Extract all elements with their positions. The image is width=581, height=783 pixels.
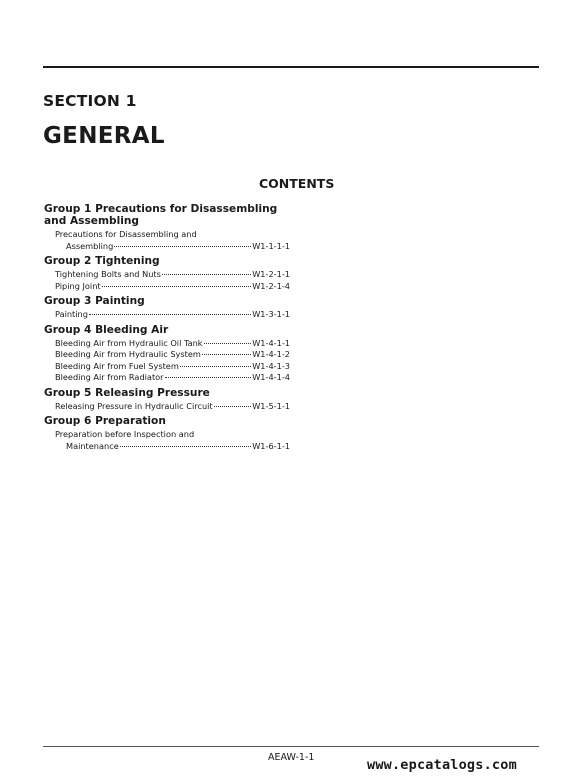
- contents-heading: CONTENTS: [259, 176, 335, 191]
- leader-dots: [165, 377, 252, 378]
- toc-page-ref: W1-4-1-3: [252, 360, 290, 371]
- toc-group: [44, 255, 290, 292]
- toc-page-ref: W1-2-1-4: [252, 280, 290, 291]
- toc-entry[interactable]: [44, 309, 290, 321]
- toc-entry-line: [55, 361, 290, 373]
- leader-dots: [120, 446, 251, 447]
- toc-group-title[interactable]: Group 5 Releasing Pressure: [44, 386, 210, 399]
- bottom-rule: [43, 746, 539, 747]
- toc-entry-text: Precautions for Disassembling and: [55, 229, 197, 239]
- toc-group: [44, 324, 290, 384]
- toc-group: [44, 387, 290, 413]
- toc-group-title[interactable]: Group 1 Precautions for Disassembling and Assembling: [44, 203, 278, 227]
- leader-dots: [89, 314, 251, 315]
- toc-entry[interactable]: [44, 269, 290, 281]
- toc-entry[interactable]: [44, 401, 290, 413]
- toc-entry[interactable]: [44, 361, 290, 373]
- toc-group-title[interactable]: Group 3 Painting: [44, 295, 145, 307]
- toc-entry[interactable]: [44, 229, 290, 252]
- toc-page-ref: W1-4-1-4: [252, 372, 290, 382]
- leader-dots: [102, 286, 252, 287]
- toc-entry-line: [55, 401, 290, 413]
- toc-entry-text: Bleeding Air from Radiator: [55, 372, 164, 382]
- section-label: SECTION 1: [43, 92, 137, 110]
- toc-entry[interactable]: [44, 429, 290, 452]
- toc-entry-text: Piping Joint: [55, 280, 101, 291]
- toc-page-ref: W1-3-1-1: [252, 309, 290, 319]
- toc-page-ref: W1-5-1-1: [252, 400, 290, 411]
- toc-entry-line: [55, 229, 290, 241]
- toc-entry-line: [55, 372, 290, 384]
- toc-entry[interactable]: [44, 281, 290, 293]
- top-rule: [43, 66, 539, 68]
- toc-group-title[interactable]: Group 6 Preparation: [44, 415, 166, 427]
- toc-group: [44, 295, 290, 321]
- toc-page-ref: W1-6-1-1: [252, 440, 290, 451]
- leader-dots: [202, 354, 251, 355]
- toc-entry[interactable]: [44, 349, 290, 361]
- toc-entry[interactable]: [44, 338, 290, 350]
- toc-entry-text: Maintenance: [66, 440, 119, 451]
- toc-page-ref: W1-4-1-1: [252, 337, 290, 348]
- page-code: AEAW-1-1: [268, 752, 315, 763]
- toc-entry-line: [55, 269, 290, 281]
- toc-entry-text: Tightening Bolts and Nuts: [55, 269, 161, 279]
- toc-group: [44, 203, 290, 252]
- toc-group-title[interactable]: Group 2 Tightening: [44, 255, 160, 267]
- toc-page-ref: W1-1-1-1: [252, 240, 290, 251]
- toc-entry-line: [55, 309, 290, 321]
- toc-entry-text: Bleeding Air from Hydraulic System: [55, 349, 201, 359]
- toc-entry-text: Assembling: [66, 240, 114, 251]
- table-of-contents: [44, 203, 290, 455]
- toc-entry-line: [55, 241, 290, 253]
- toc-entry-text: Bleeding Air from Fuel System: [55, 360, 179, 371]
- toc-entry-line: [55, 429, 290, 441]
- toc-page-ref: W1-2-1-1: [252, 269, 290, 279]
- toc-entry-text: Releasing Pressure in Hydraulic Circuit: [55, 400, 213, 411]
- toc-group: [44, 415, 290, 452]
- toc-entry-line: [55, 281, 290, 293]
- toc-entry-text: Preparation before Inspection and: [55, 429, 195, 439]
- leader-dots: [162, 274, 251, 275]
- toc-group-title[interactable]: Group 4 Bleeding Air: [44, 323, 169, 336]
- toc-entry-line: [55, 349, 290, 361]
- leader-dots: [204, 343, 252, 344]
- toc-page-ref: W1-4-1-2: [252, 349, 290, 359]
- toc-entry-line: [55, 338, 290, 350]
- watermark: www.epcatalogs.com: [367, 757, 517, 773]
- section-title: GENERAL: [43, 123, 165, 149]
- toc-entry-text: Bleeding Air from Hydraulic Oil Tank: [55, 337, 203, 348]
- toc-entry-line: [55, 441, 290, 453]
- leader-dots: [114, 246, 251, 247]
- leader-dots: [180, 366, 251, 367]
- toc-entry[interactable]: [44, 372, 290, 384]
- leader-dots: [214, 406, 252, 407]
- toc-entry-text: Painting: [55, 309, 88, 319]
